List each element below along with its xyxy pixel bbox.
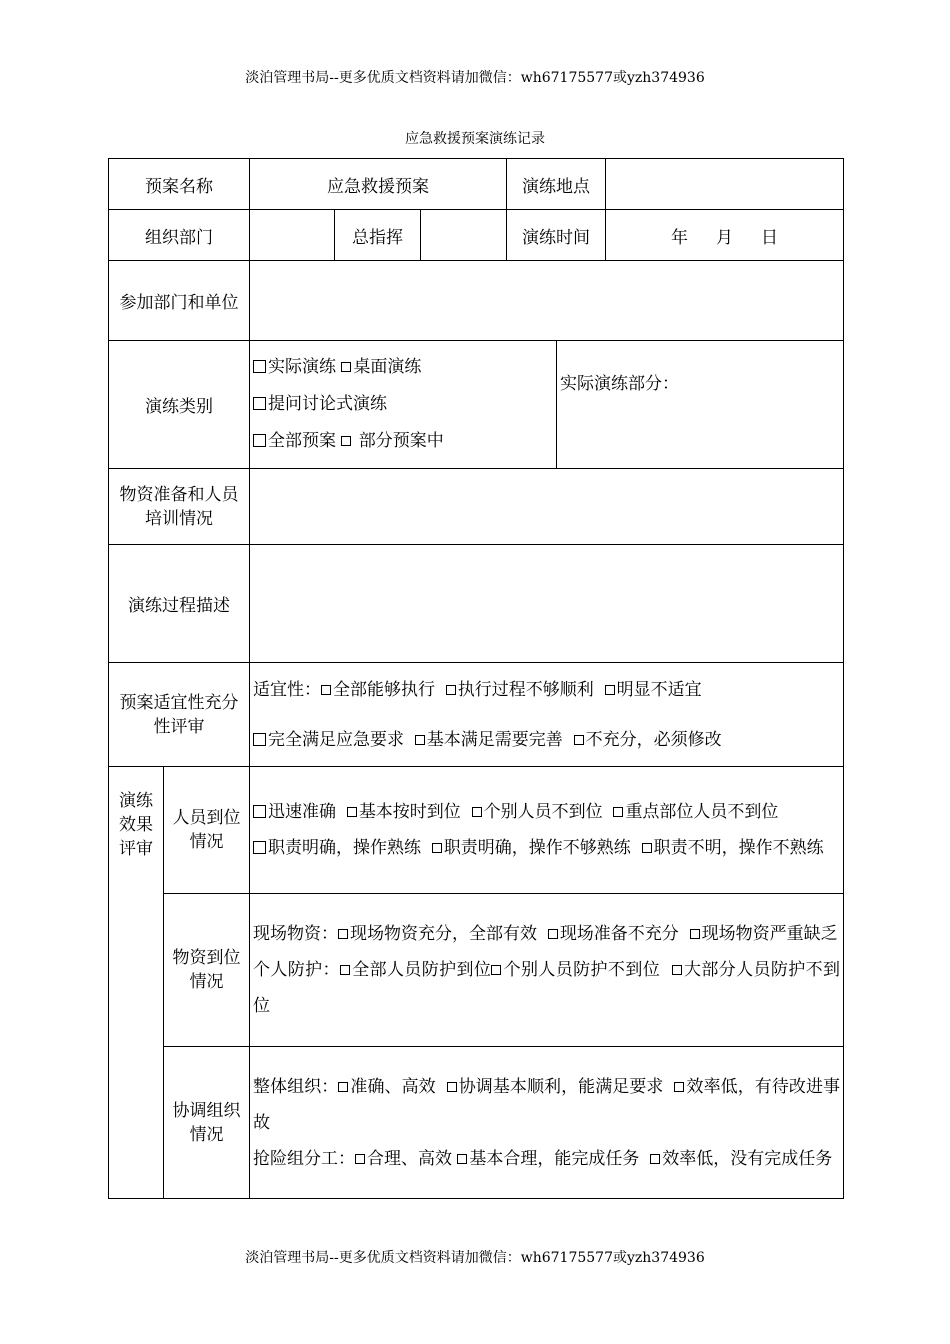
row-process <box>109 545 844 663</box>
personnel-a-label: 迅速准确 <box>268 802 336 822</box>
checkbox-partial-plan[interactable] <box>341 436 351 446</box>
year-label: 年 <box>671 227 689 248</box>
site-a-label: 现场物资充分，全部有效 <box>350 924 537 944</box>
checkbox-team-c[interactable] <box>650 1154 660 1164</box>
checkbox-personnel-d[interactable] <box>613 807 623 817</box>
document-title: 应急救援预案演练记录 <box>405 131 545 147</box>
footer-note: 淡泊管理书局--更多优质文档资料请加微信：wh67175577或yzh374936 <box>245 1250 705 1266</box>
opt-tabletop-label: 桌面演练 <box>353 357 422 377</box>
checkbox-full-plan[interactable] <box>253 434 266 447</box>
location-field[interactable] <box>606 159 844 210</box>
time-label: 演练时间 <box>507 210 606 261</box>
opt-full-plan-label: 全部预案 <box>268 431 336 451</box>
actual-part-cell[interactable] <box>557 341 844 469</box>
row-drill-type <box>109 341 844 469</box>
site-prefix: 现场物资： <box>253 924 338 944</box>
effect-label: 演练效果评审 <box>109 767 164 1199</box>
personnel-options <box>250 767 844 894</box>
materials-training-field[interactable] <box>250 469 844 545</box>
opt-partial-plan-label: 部分预案中 <box>353 431 444 451</box>
personnel-b-label: 基本按时到位 <box>358 802 461 822</box>
team-c-label: 效率低，没有完成任务 <box>662 1148 833 1169</box>
full-b-label: 基本满足需要完善 <box>426 729 563 750</box>
drill-record-table <box>108 158 844 1199</box>
suit-b-label: 执行过程不够顺利 <box>457 679 594 700</box>
coordination-label: 协调组织情况 <box>164 1047 250 1199</box>
checkbox-personnel-c[interactable] <box>472 807 482 817</box>
row-plan-name <box>109 159 844 210</box>
team-a-label: 合理、高效 <box>367 1148 452 1169</box>
opt-discussion-label: 提问讨论式演练 <box>268 394 387 414</box>
checkbox-full-c[interactable] <box>574 735 584 745</box>
checkbox-suit-a[interactable] <box>321 685 331 695</box>
actual-part-label: 实际演练部分： <box>560 374 680 394</box>
checkbox-full-b[interactable] <box>415 735 425 745</box>
org-c-label: 效率低，有待改进事故 <box>253 1076 841 1133</box>
drill-type-options <box>250 341 557 469</box>
participants-label: 参加部门和单位 <box>109 261 250 341</box>
drill-type-label: 演练类别 <box>109 341 250 469</box>
opt-actual-label: 实际演练 <box>268 357 336 377</box>
commander-label: 总指挥 <box>335 210 421 261</box>
org-dept-label: 组织部门 <box>109 210 250 261</box>
coordination-options <box>250 1047 844 1199</box>
checkbox-org-b[interactable] <box>447 1082 457 1092</box>
commander-field[interactable] <box>421 210 507 261</box>
checkbox-org-c[interactable] <box>674 1082 684 1092</box>
suit-a-label: 全部能够执行 <box>333 679 435 700</box>
checkbox-site-c[interactable] <box>690 929 700 939</box>
org-dept-field[interactable] <box>250 210 335 261</box>
personnel-c-label: 个别人员不到位 <box>483 802 603 822</box>
checkbox-org-a[interactable] <box>338 1082 348 1092</box>
checkbox-team-a[interactable] <box>355 1154 365 1164</box>
ppe-prefix: 个人防护： <box>253 960 340 980</box>
participants-field[interactable] <box>250 261 844 341</box>
materials-label: 物资到位情况 <box>164 894 250 1047</box>
day-label: 日 <box>761 227 779 248</box>
checkbox-ppe-b[interactable] <box>491 965 501 975</box>
materials-training-label: 物资准备和人员培训情况 <box>109 469 250 545</box>
time-field[interactable] <box>606 210 844 261</box>
personnel-d-label: 重点部位人员不到位 <box>625 802 779 822</box>
process-field[interactable] <box>250 545 844 663</box>
checkbox-personnel-f[interactable] <box>432 843 442 853</box>
site-c-label: 现场物资严重缺乏 <box>701 924 838 944</box>
suitability-label: 预案适宜性充分性评审 <box>109 663 250 767</box>
checkbox-suit-b[interactable] <box>446 685 456 695</box>
personnel-label: 人员到位情况 <box>164 767 250 894</box>
month-label: 月 <box>716 227 734 248</box>
personnel-e-label: 职责明确，操作熟练 <box>268 838 421 858</box>
plan-name-label: 预案名称 <box>109 159 250 210</box>
checkbox-suit-c[interactable] <box>605 685 615 695</box>
process-label: 演练过程描述 <box>109 545 250 663</box>
materials-options <box>250 894 844 1047</box>
row-personnel <box>109 767 844 894</box>
row-coordination <box>109 1047 844 1199</box>
org-a-label: 准确、高效 <box>350 1076 436 1097</box>
row-materials <box>109 894 844 1047</box>
location-label: 演练地点 <box>507 159 606 210</box>
row-participants <box>109 261 844 341</box>
checkbox-personnel-a[interactable] <box>253 805 266 818</box>
org-b-label: 协调基本顺利，能满足要求 <box>458 1076 664 1097</box>
row-org-dept <box>109 210 844 261</box>
full-c-label: 不充分，必须修改 <box>585 729 722 750</box>
checkbox-discussion[interactable] <box>253 397 266 410</box>
site-b-label: 现场准备不充分 <box>559 924 679 944</box>
checkbox-tabletop[interactable] <box>341 362 351 372</box>
row-suitability <box>109 663 844 767</box>
personnel-g-label: 职责不明，操作不熟练 <box>653 838 824 858</box>
checkbox-actual[interactable] <box>253 360 266 373</box>
ppe-b-label: 个别人员防护不到位 <box>503 960 661 980</box>
ppe-a-label: 全部人员防护到位 <box>351 960 492 980</box>
checkbox-site-a[interactable] <box>338 929 348 939</box>
row-materials-training <box>109 469 844 545</box>
team-prefix: 抢险组分工： <box>253 1148 355 1169</box>
personnel-f-label: 职责明确，操作不够熟练 <box>443 838 631 858</box>
suit-prefix: 适宜性： <box>253 679 321 700</box>
checkbox-ppe-c[interactable] <box>672 965 682 975</box>
checkbox-site-b[interactable] <box>548 929 558 939</box>
checkbox-team-b[interactable] <box>457 1154 467 1164</box>
checkbox-personnel-b[interactable] <box>347 807 357 817</box>
suitability-options <box>250 663 844 767</box>
plan-name-value[interactable]: 应急救援预案 <box>250 159 507 210</box>
checkbox-personnel-g[interactable] <box>642 843 652 853</box>
ppe-c-label: 大部分人员防护不到位 <box>253 960 841 1016</box>
checkbox-ppe-a[interactable] <box>340 965 350 975</box>
org-prefix: 整体组织： <box>253 1076 339 1097</box>
checkbox-personnel-e[interactable] <box>253 841 266 854</box>
team-b-label: 基本合理，能完成任务 <box>469 1148 640 1169</box>
checkbox-full-a[interactable] <box>253 733 266 746</box>
suit-c-label: 明显不适宜 <box>616 679 702 700</box>
full-a-label: 完全满足应急要求 <box>268 729 404 750</box>
header-note: 淡泊管理书局--更多优质文档资料请加微信：wh67175577或yzh374936 <box>245 70 705 86</box>
